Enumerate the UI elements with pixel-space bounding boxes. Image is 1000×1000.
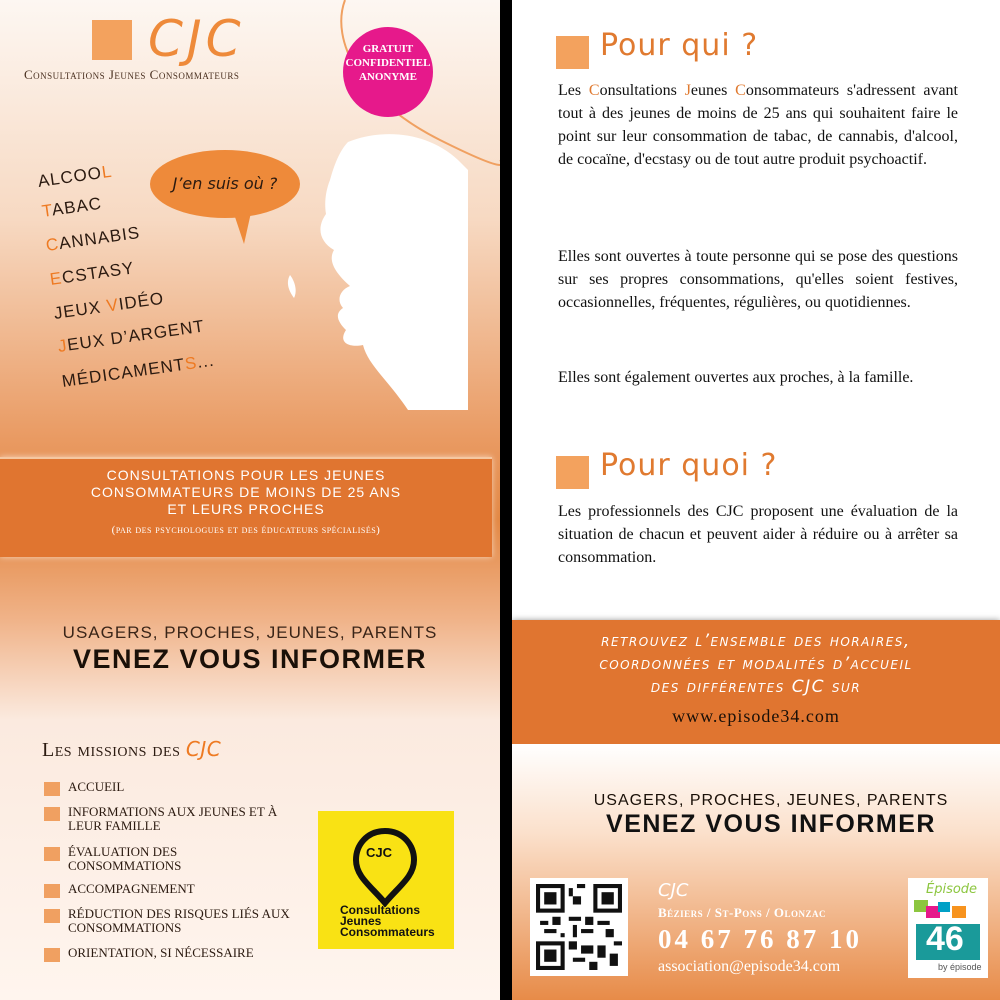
brand-subtitle: Consultations Jeunes Consommateurs: [24, 67, 240, 82]
bullet-square-icon: [44, 847, 60, 861]
contact-phone[interactable]: 04 67 76 87 10: [658, 924, 862, 954]
brand-title: CJC: [148, 10, 245, 68]
substance-cannabis: CANNABIS: [44, 222, 142, 255]
speech-bubble: J’en suis où ?: [150, 150, 300, 218]
substance-ecstasy: ECSTASY: [48, 258, 136, 289]
logo-line-2: Jeunes: [340, 914, 382, 928]
face-silhouette-illustration: [268, 110, 468, 410]
mission-item: ÉVALUATION DES CONSOMMATIONS: [44, 845, 244, 873]
right-usagers-text: USAGERS, PROCHES, JEUNES, PARENTS: [593, 792, 949, 809]
badge-line-1: GRATUIT: [362, 43, 414, 55]
band-line-3: ET LEURS PROCHES: [167, 501, 325, 517]
mission-item: INFORMATIONS AUX JEUNES ET À LEUR FAMILLE: [44, 805, 314, 833]
contact-section: [512, 744, 1000, 1000]
bullet-square-icon: [44, 909, 60, 923]
pour-qui-paragraph-2: Elles sont ouvertes à toute personne qui se pose des questions sur ses propres consommations, qu'elles soient festives, occasionnelles, fréquentes, régulières, ou quotidiennes.: [558, 248, 958, 311]
cjc-national-logo: [318, 811, 454, 949]
right-panel: [512, 0, 1000, 1000]
brand-square: [92, 20, 132, 60]
band-line-2: CONSOMMATEURS DE MOINS DE 25 ANS: [90, 484, 402, 500]
free-confidential-badge: [343, 27, 433, 117]
retrouvez-line-2: coordonnées et modalités d’accueil: [599, 654, 913, 674]
mission-item: ACCOMPAGNEMENT: [44, 882, 195, 898]
contact-cjc-label: CJC: [658, 880, 689, 901]
bullet-square-icon: [44, 782, 60, 796]
bullet-square-icon: [44, 807, 60, 821]
substance-tabac: TABAC: [40, 193, 104, 221]
retrouvez-band: [512, 620, 1000, 744]
pour-qui-paragraph-1: Les Consultations Jeunes Consommateurs s'adressent avant tout à des jeunes de moins de 25 ans qui souhaitent faire le point sur leur consommation de tabac, de cannabis, d'alcool, de cocaïne, d'ecstasy ou de tout autre produit psychoactif.: [558, 82, 958, 168]
pour-qui-paragraph-3: Elles sont également ouvertes aux proches, à la famille.: [558, 369, 914, 386]
substance-jeux-video: JEUX VIDÉO: [52, 288, 166, 323]
website-link[interactable]: www.episode34.com: [672, 706, 840, 726]
bullet-square-icon: [44, 948, 60, 962]
mission-item: ORIENTATION, SI NÉCESSAIRE: [44, 946, 254, 962]
retrouvez-line-1: retrouvez l’ensemble des horaires,: [601, 631, 911, 651]
logo-line-1: Consultations: [340, 903, 420, 917]
map-pin-icon: [352, 827, 418, 907]
episode-logo: [908, 878, 988, 978]
bullet-square-icon: [44, 884, 60, 898]
retrouvez-line-3: des différentes CJC sur: [650, 677, 862, 697]
pour-quoi-heading: Pour quoi ?: [600, 448, 778, 483]
missions-title: Les missions des CJC: [42, 737, 222, 761]
contact-email[interactable]: association@episode34.com: [658, 958, 841, 975]
mission-item: ACCUEIL: [44, 780, 124, 796]
pour-quoi-paragraph: Les professionnels des CJC proposent une évaluation de la situation de chacun et peuvent aider à réduire ou à arrêter sa consommation.: [558, 503, 958, 566]
band-line-1: CONSULTATIONS POUR LES JEUNES: [106, 467, 386, 483]
left-venez-heading: VENEZ VOUS INFORMER: [72, 644, 428, 674]
substance-jeux-argent: JEUX D’ARGENT: [56, 316, 206, 356]
pour-qui-square: [556, 36, 589, 69]
pour-quoi-square: [556, 456, 589, 489]
consultations-band: [0, 457, 492, 557]
contact-towns: Béziers / St-Pons / Olonzac: [658, 905, 827, 920]
logo-line-3: Consommateurs: [340, 925, 435, 939]
badge-line-2: CONFIDENTIEL: [345, 57, 431, 69]
episode-by: by épisode: [938, 962, 982, 972]
left-usagers-text: USAGERS, PROCHES, JEUNES, PARENTS: [62, 623, 438, 642]
right-venez-heading: VENEZ VOUS INFORMER: [606, 810, 936, 838]
episode-title: Épisode: [926, 882, 978, 897]
substance-medicaments: MÉDICAMENTS...: [60, 350, 216, 391]
logo-pin-label: CJC: [366, 845, 393, 860]
qr-code[interactable]: [530, 878, 628, 976]
qr-code-icon: [536, 884, 622, 970]
speech-bubble-tail: [222, 208, 262, 248]
mission-item: RÉDUCTION DES RISQUES LIÉS AUX CONSOMMATIONS: [44, 907, 304, 935]
substance-alcool: ALCOOL: [36, 161, 114, 191]
pour-qui-heading: Pour qui ?: [600, 28, 759, 63]
episode-number: 46: [926, 920, 964, 958]
badge-line-3: ANONYME: [358, 71, 418, 83]
band-line-4: (par des psychologues et des éducateurs spécialisés): [111, 524, 381, 536]
